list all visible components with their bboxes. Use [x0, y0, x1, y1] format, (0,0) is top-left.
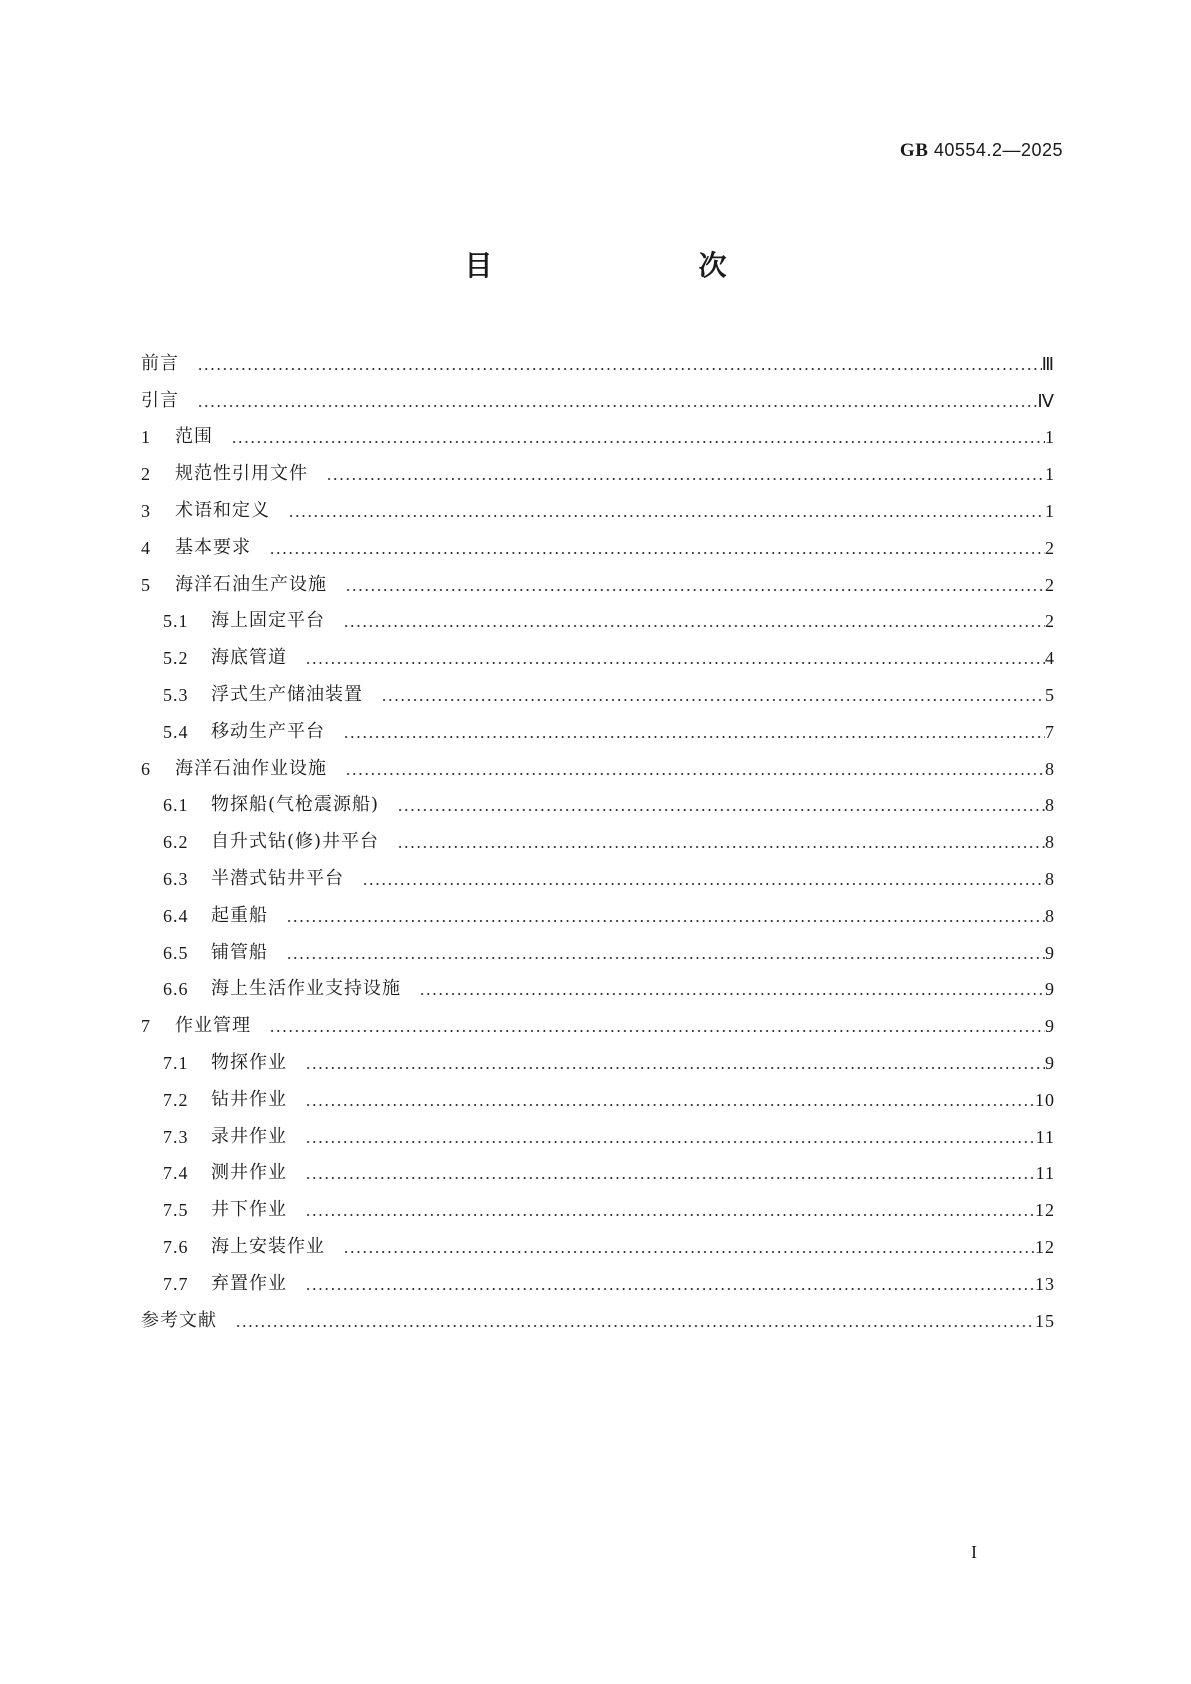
toc-dot-leader: [305, 1067, 1045, 1069]
toc-entry[interactable]: [141, 632, 1055, 669]
toc-entry-number: 4: [141, 537, 151, 558]
toc-entry-title: 作业管理: [175, 1015, 251, 1037]
toc-dot-leader: [362, 883, 1045, 885]
toc-entry[interactable]: [141, 1148, 1055, 1185]
toc-title: 目 次: [464, 249, 777, 282]
toc-entry-page: 15: [1035, 1310, 1055, 1331]
toc-entry-page: 8: [1045, 868, 1055, 889]
toc-dot-leader: [286, 920, 1045, 922]
toc-entry[interactable]: [141, 927, 1055, 964]
toc-entry-number: 6.6: [163, 979, 189, 1000]
toc-entry-title: 钻井作业: [211, 1088, 287, 1110]
toc-entry-title: 测井作业: [211, 1162, 287, 1184]
toc-entry-title: 海上安装作业: [211, 1235, 325, 1257]
toc-dot-leader: [197, 368, 1042, 370]
toc-entry-page: 9: [1045, 979, 1055, 1000]
toc-entry-title: 浮式生产储油装置: [211, 683, 363, 705]
toc-entry-number: 7.1: [163, 1052, 189, 1073]
toc-entry-number: 3: [141, 500, 151, 521]
toc-dot-leader: [343, 625, 1045, 627]
toc-entry-number: 7.2: [163, 1089, 189, 1110]
toc-dot-leader: [343, 736, 1045, 738]
toc-entry-page: 5: [1045, 684, 1055, 705]
toc-dot-leader: [305, 1104, 1035, 1106]
toc-entry[interactable]: [141, 780, 1055, 817]
toc-entry[interactable]: [141, 816, 1055, 853]
toc-entry-title: 海洋石油作业设施: [175, 757, 327, 779]
toc-dot-leader: [269, 552, 1045, 554]
toc-entry-title: 录井作业: [211, 1125, 287, 1147]
toc-entry-number: 6: [141, 758, 151, 779]
toc-entry-title: 半潜式钻井平台: [211, 867, 344, 889]
toc-dot-leader: [305, 662, 1045, 664]
toc-entry-number: 7.4: [163, 1163, 189, 1184]
toc-dot-leader: [345, 773, 1045, 775]
toc-entry[interactable]: [141, 1037, 1055, 1074]
toc-entry[interactable]: [141, 853, 1055, 890]
toc-entry[interactable]: [141, 485, 1055, 522]
toc-entry-number: 6.2: [163, 832, 189, 853]
toc-entry[interactable]: [141, 669, 1055, 706]
toc-entry-number: 5: [141, 574, 151, 595]
standard-number: 40554.2—2025: [933, 140, 1063, 160]
toc-entry-number: 7.3: [163, 1126, 189, 1147]
toc-dot-leader: [269, 1030, 1045, 1032]
toc-entry[interactable]: [141, 706, 1055, 743]
toc-entry-page: 9: [1045, 1016, 1055, 1037]
toc-entry-page: 12: [1035, 1200, 1055, 1221]
toc-dot-leader: [235, 1325, 1035, 1327]
toc-dot-leader: [231, 441, 1045, 443]
toc-entry-title: 物探船(气枪震源船): [211, 794, 380, 816]
toc-entry[interactable]: [141, 1000, 1055, 1037]
toc-dot-leader: [305, 1214, 1035, 1216]
toc-entry[interactable]: [141, 559, 1055, 596]
toc-entry-title: 海上生活作业支持设施: [211, 978, 401, 1000]
toc-entry-title: 物探作业: [211, 1051, 287, 1073]
toc-entry-page: 9: [1045, 942, 1055, 963]
toc-entry[interactable]: [141, 596, 1055, 633]
toc-entry-title: 海上固定平台: [211, 610, 325, 632]
toc-dot-leader: [288, 515, 1045, 517]
toc-entry-title: 弃置作业: [211, 1272, 287, 1294]
toc-entry-title: 规范性引用文件: [175, 463, 308, 485]
toc-entry-number: 6.4: [163, 905, 189, 926]
toc-entry-page: 8: [1045, 905, 1055, 926]
toc-entry-page: 2: [1045, 611, 1055, 632]
toc-entry-page: 12: [1035, 1236, 1055, 1257]
toc-entry-number: 5.1: [163, 611, 189, 632]
toc-entry-page: 1: [1045, 500, 1055, 521]
toc-entry[interactable]: [141, 890, 1055, 927]
toc-entry-title: 前言: [141, 352, 179, 374]
toc-dot-leader: [305, 1177, 1036, 1179]
toc-entry-number: 1: [141, 427, 151, 448]
toc-entry-page: 11: [1035, 1163, 1055, 1184]
toc-entry-number: 6.5: [163, 942, 189, 963]
toc-entry-page: 11: [1035, 1126, 1055, 1147]
toc-entry-title: 铺管船: [211, 941, 268, 963]
toc-entry[interactable]: [141, 1258, 1055, 1295]
toc-entry-page: 7: [1045, 721, 1055, 742]
footer-page-number: I: [971, 1542, 977, 1562]
toc-dot-leader: [305, 1141, 1036, 1143]
toc-entry-page: 9: [1045, 1052, 1055, 1073]
toc-dot-leader: [326, 478, 1045, 480]
toc-entry-number: 5.3: [163, 684, 189, 705]
toc-entry-page: 1: [1045, 464, 1055, 485]
toc-entry-page: 4: [1045, 648, 1055, 669]
toc-entry-number: 7.6: [163, 1236, 189, 1257]
toc-entry-title: 范围: [175, 426, 213, 448]
toc-dot-leader: [381, 699, 1045, 701]
toc-entry-number: 6.3: [163, 868, 189, 889]
toc-dot-leader: [286, 957, 1045, 959]
toc-entry[interactable]: [141, 964, 1055, 1001]
toc-entry[interactable]: [141, 448, 1055, 485]
toc-entry-title: 引言: [141, 389, 179, 411]
toc-entry-page: 8: [1045, 758, 1055, 779]
toc-entry-page: Ⅳ: [1037, 390, 1055, 411]
toc-entry-number: 7: [141, 1016, 151, 1037]
toc-entry-number: 5.2: [163, 648, 189, 669]
toc-entry-number: 2: [141, 464, 151, 485]
table-of-contents: [141, 338, 1055, 1332]
toc-entry-title: 术语和定义: [175, 499, 270, 521]
toc-entry-title: 参考文献: [141, 1309, 217, 1331]
toc-entry[interactable]: [141, 522, 1055, 559]
toc-entry-page: 2: [1045, 574, 1055, 595]
toc-entry-page: Ⅲ: [1041, 353, 1055, 374]
toc-entry-number: 6.1: [163, 795, 189, 816]
toc-entry-title: 自升式钻(修)井平台: [211, 831, 380, 853]
toc-entry[interactable]: [141, 743, 1055, 780]
standard-code: [900, 140, 1063, 162]
toc-entry-page: 13: [1035, 1273, 1055, 1294]
toc-entry-page: 10: [1035, 1089, 1055, 1110]
toc-dot-leader: [197, 405, 1037, 407]
toc-entry-title: 起重船: [211, 904, 268, 926]
toc-entry-number: 7.5: [163, 1200, 189, 1221]
toc-entry[interactable]: [141, 1221, 1055, 1258]
toc-entry-page: 1: [1045, 427, 1055, 448]
toc-entry-number: 5.4: [163, 721, 189, 742]
toc-entry-title: 井下作业: [211, 1199, 287, 1221]
toc-dot-leader: [397, 809, 1045, 811]
toc-entry-title: 基本要求: [175, 536, 251, 558]
toc-entry-page: 8: [1045, 795, 1055, 816]
standard-prefix: GB: [899, 140, 929, 161]
toc-dot-leader: [419, 993, 1045, 995]
toc-entry[interactable]: [141, 338, 1055, 375]
toc-entry-number: 7.7: [163, 1273, 189, 1294]
toc-dot-leader: [343, 1251, 1035, 1253]
toc-entry[interactable]: [141, 1184, 1055, 1221]
toc-entry-title: 海洋石油生产设施: [175, 573, 327, 595]
toc-entry-title: 移动生产平台: [211, 720, 325, 742]
toc-dot-leader: [345, 589, 1045, 591]
toc-entry-page: 8: [1045, 832, 1055, 853]
toc-entry[interactable]: [141, 412, 1055, 449]
toc-entry[interactable]: [141, 1295, 1055, 1332]
toc-entry[interactable]: [141, 1111, 1055, 1148]
toc-entry[interactable]: [141, 375, 1055, 412]
toc-entry-page: 2: [1045, 537, 1055, 558]
toc-dot-leader: [305, 1288, 1035, 1290]
toc-entry-title: 海底管道: [211, 647, 287, 669]
toc-dot-leader: [397, 846, 1045, 848]
toc-entry[interactable]: [141, 1074, 1055, 1111]
